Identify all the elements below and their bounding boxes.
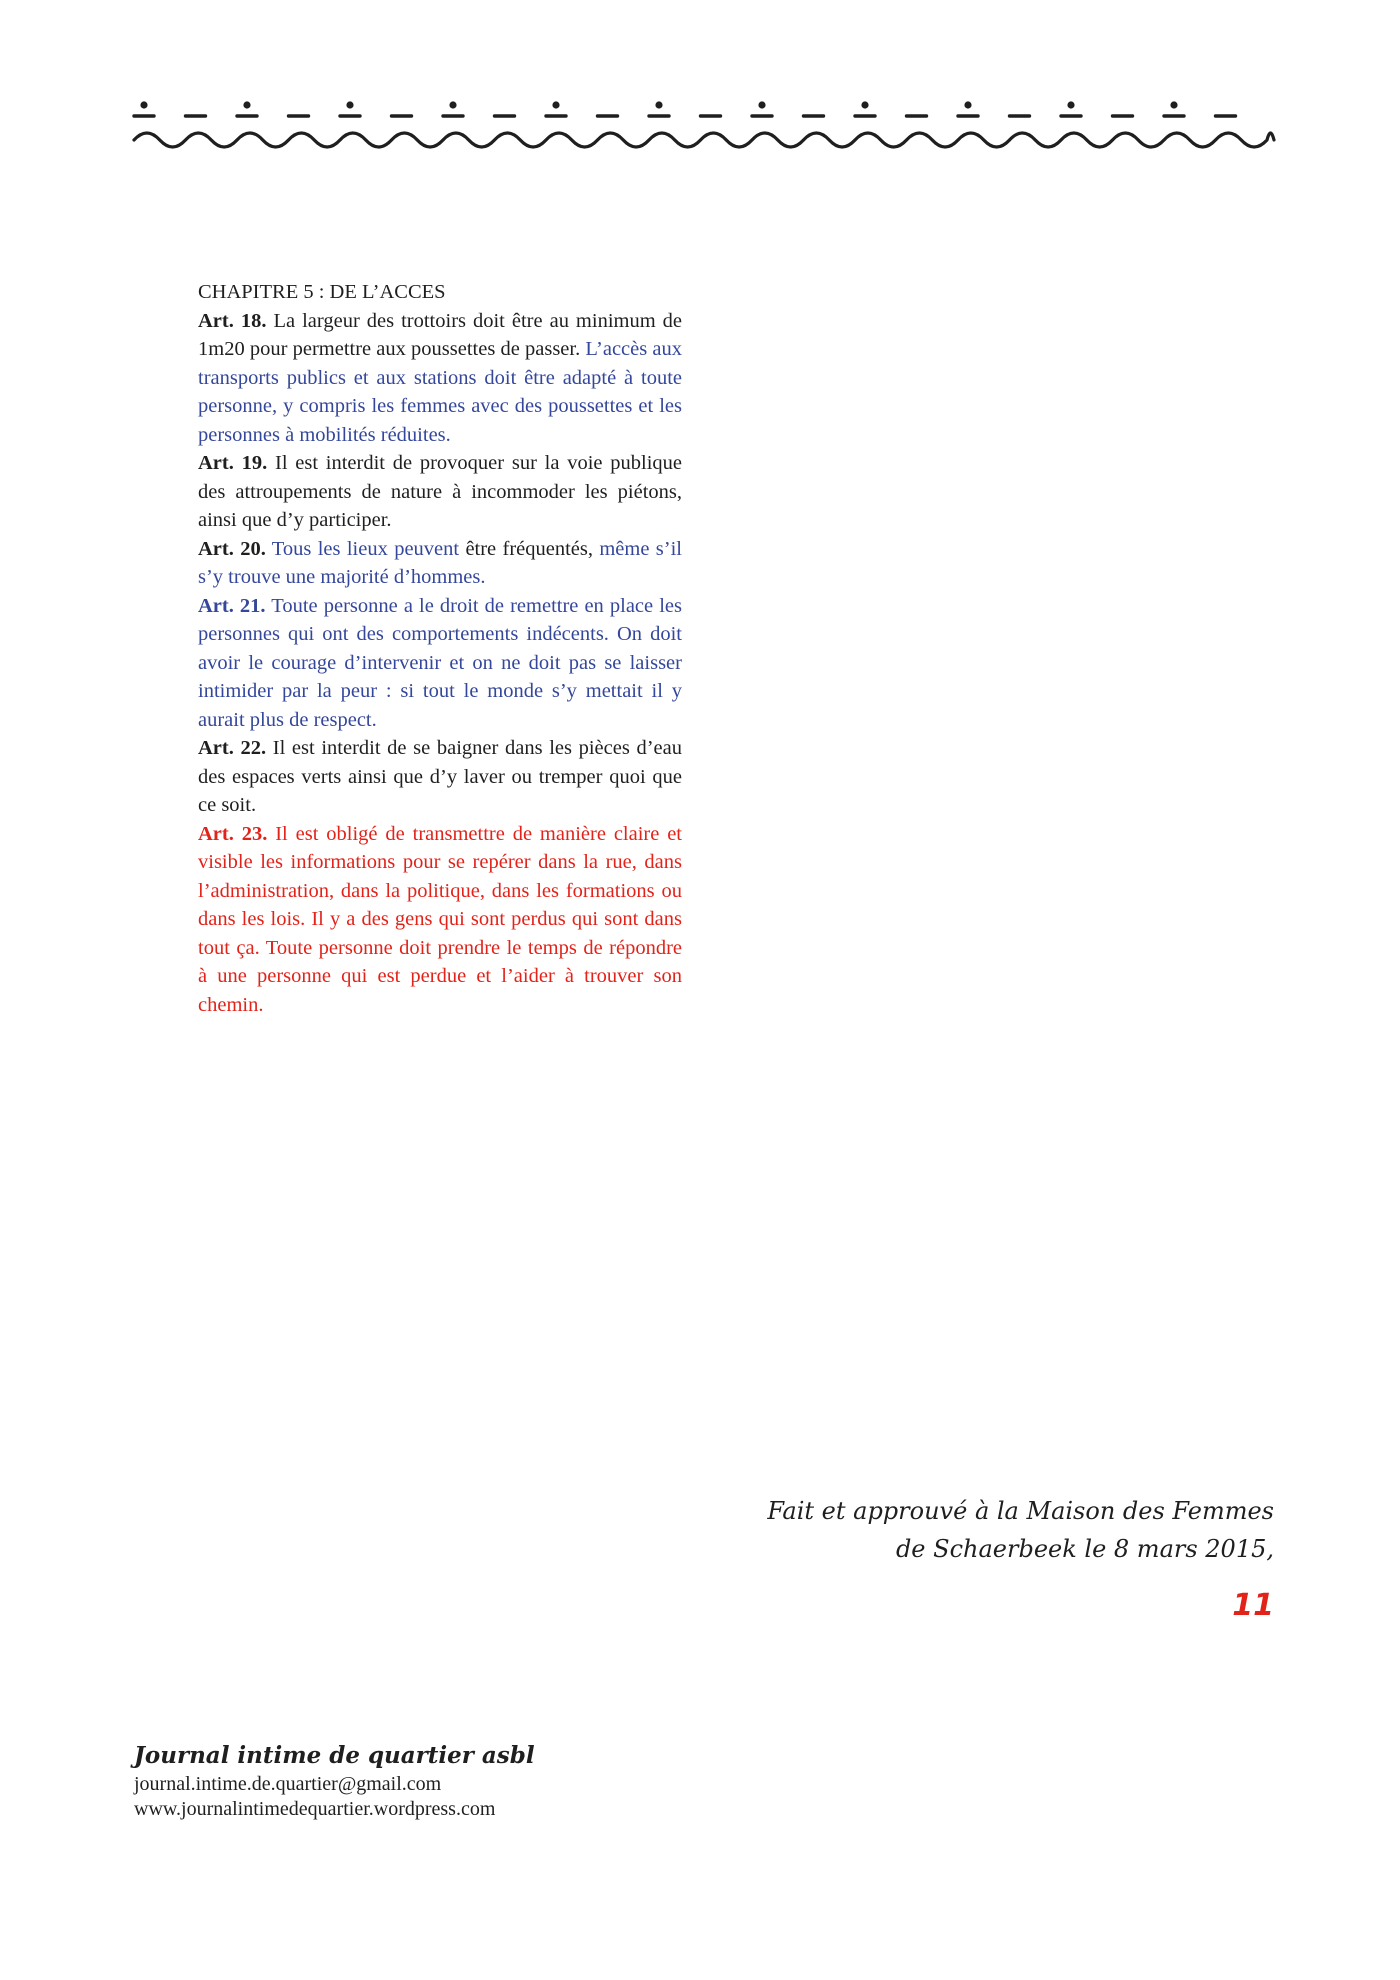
article-label: Art. 20. [198, 537, 266, 560]
chapter-title: CHAPITRE 5 : DE L’ACCES [198, 281, 446, 303]
article-label: Art. 19. [198, 452, 268, 474]
article-21 [198, 592, 682, 735]
ornament-dot [964, 101, 971, 108]
article-18 [198, 307, 682, 450]
article-20 [198, 535, 682, 592]
article-label: Art. 23. [198, 822, 268, 845]
ornament-dot [449, 101, 456, 108]
article-text: La largeur des trottoirs doit être au minimum de 1m20 pour permettre aux poussettes de passer. [198, 309, 683, 360]
dots-dashes-wave-border-icon [132, 96, 1276, 160]
footer [134, 1740, 535, 1822]
article-text: être fréquentés, [459, 537, 600, 560]
article-text: L’accès aux transports publics et aux stations doit être adapté à toute personne, y compris les femmes avec des poussettes et les personnes à mobilités réduites. [198, 338, 682, 446]
ornament-dot [655, 101, 662, 108]
ornament-dot [243, 101, 250, 108]
dot-dash-row [134, 101, 1236, 116]
signature-line-1: Fait et approuvé à la Maison des Femmes [767, 1497, 1274, 1525]
article-text: Toute personne a le droit de remettre en place les personnes qui ont des comportements indécents. On doit avoir le courage d’intervenir et on ne doit pas se laisser intimider par la peur : si tout le monde s’y mettait il y aurait plus de respect. [198, 594, 682, 731]
article-label: Art. 22. [198, 737, 267, 759]
article-label: Art. 21. [198, 594, 266, 617]
ornament-dot [1170, 101, 1177, 108]
article-list [198, 307, 682, 1020]
signature-line-2: de Schaerbeek le 8 mars 2015, [895, 1535, 1274, 1563]
ornament-dot [758, 101, 765, 108]
chapter-section [198, 278, 682, 1019]
ornament-dot [861, 101, 868, 108]
footer-email: journal.intime.de.quartier@gmail.com [134, 1773, 442, 1795]
article-19 [198, 449, 682, 535]
article-text: peuvent [394, 537, 460, 560]
ornament-dot [346, 101, 353, 108]
article-23 [198, 820, 682, 1020]
article-label: Art. 18. [198, 309, 267, 332]
page-number: 11 [1232, 1588, 1274, 1623]
ornament-dot [140, 101, 147, 108]
article-22 [198, 734, 682, 820]
signature [767, 1492, 1274, 1568]
ornament-dot [1067, 101, 1074, 108]
article-text: Il est obligé de transmettre de manière claire et visible les informations pour se repérer dans la rue, dans l’administration, dans la politique, dans les formations ou dans les lois. Il y a des gens qui sont perdus qui sont dans tout ça. Toute personne doit prendre le temps de répondre à une personne qui est perdue et l’aider à trouver son chemin. [198, 822, 682, 1016]
ornament-dot [552, 101, 559, 108]
wave-line [134, 133, 1274, 147]
article-text: Tous les lieux [265, 537, 395, 560]
footer-website: www.journalintimedequartier.wordpress.com [134, 1798, 496, 1820]
article-text: Il est interdit de se baigner dans les pièces d’eau des espaces verts ainsi que d’y laver ou tremper quoi que ce soit. [198, 737, 682, 816]
footer-organization: Journal intime de quartier asbl [134, 1742, 535, 1769]
article-text: Il est interdit de provoquer sur la voie publique des attroupements de nature à incommoder les piétons, ainsi que d’y participer. [198, 452, 682, 531]
article-text: même s’il s’y trouve une majorité d’hommes. [198, 537, 682, 588]
